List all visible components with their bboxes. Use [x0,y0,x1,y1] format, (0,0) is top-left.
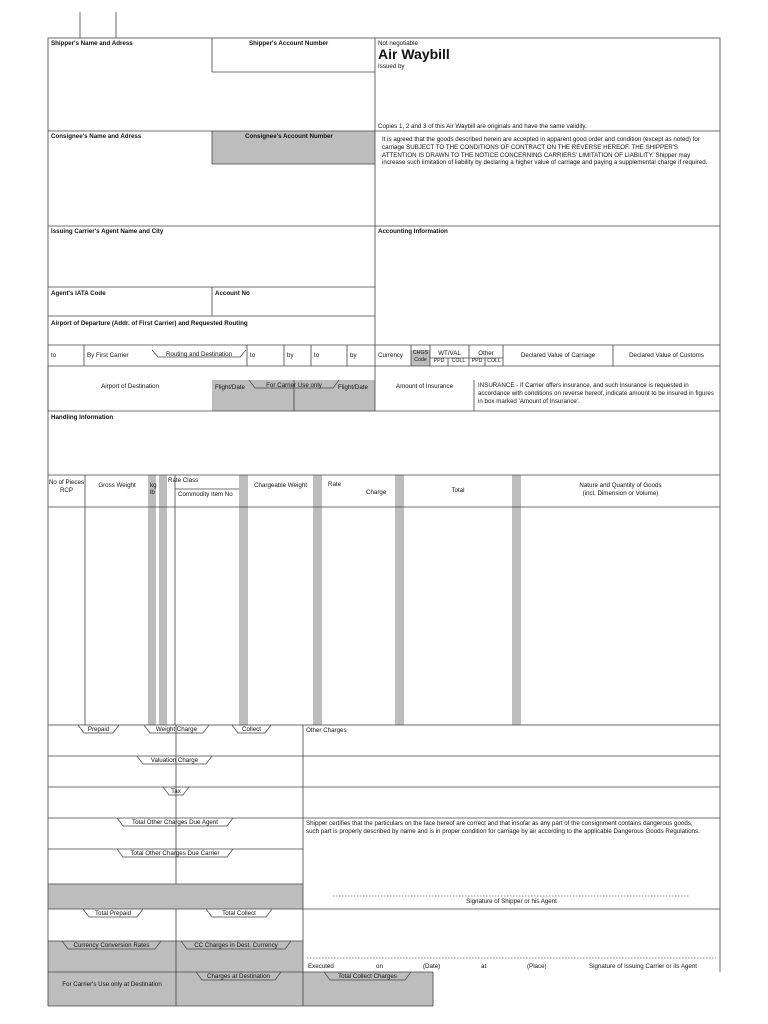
routing-to2-label: to [250,352,256,359]
wtval-coll-label: COLL [451,358,466,364]
kg-header: kg [150,482,157,489]
wtval-ppd-label: PPD [433,358,445,364]
executed-label: Executed [308,963,334,970]
lb-header: lb [150,489,155,496]
routing-by3-label: by [350,352,357,359]
flight-date-1-label: Flight/Date [215,384,245,391]
routing-to-label: to [51,352,57,359]
due-agent-tab: Total Other Charges Due Agent [132,819,218,826]
total-prepaid-tab: Total Prepaid [94,910,132,917]
consignee-name-label: Consignee's Name and Adress [51,133,142,140]
on-label: on [376,963,383,970]
wtval-label: WT/VAL [438,350,461,357]
weight-charge-tab: Weight Charge [155,726,198,733]
charge-header: Charge [366,489,387,496]
destination-airport-label: Airport of Destination [101,383,159,390]
tax-tab: Tax [171,788,181,795]
routing-by2-label: by [287,352,294,359]
shipper-certification: Shipper certifies that the particulars on the face hereof are correct and that insofar as any part of the consignment contains dangerous goods, such part is properly described by name and is in proper condition for carriage by air according to the applicable Dangerous Goods Regulations. [306,820,700,835]
declared-carriage-label: Declared Value of Carriage [520,352,596,359]
place-label: (Place) [527,963,547,970]
other-label: Other [478,350,494,357]
total-collect-charges-tab: Total Collect Charges [338,973,397,980]
flight-date-2-label: Flight/Date [338,384,368,391]
document-title: Air Waybill [378,46,450,62]
first-carrier-label: By First Carrier [87,352,129,359]
shipper-signature-label: Signature of Shipper or his Agent [466,898,557,905]
commodity-header: Commodity Item No [178,491,233,498]
currency-conversion-tab: Currency Conversion Rates [73,942,150,949]
nature-goods-header: Nature and Quantity of Goods [579,482,662,489]
collect-tab: Collect [242,726,261,733]
valuation-charge-tab: Valuation Charge [150,757,199,764]
pieces-header: No of Pieces RCP [48,479,85,494]
prepaid-tab: Prepaid [87,726,110,733]
issued-by-label: Issued by [378,63,405,70]
currency-label: Currency [378,352,404,359]
total-header: Total [451,487,465,494]
due-carrier-tab: Total Other Charges Due Carrier [130,850,220,857]
conditions-text: It is agreed that the goods described herein are accepted in apparent good order and condition (except as noted) for carriage SUBJECT TO THE CONDITIONS OF CONTRACT ON THE REVERSE HEREOF. THE SHIPPER'S ATTENTION IS DRAWN TO THE NOTICE CONCERNING CARRIERS' LIMITATION OF LIABILITY. Shipper may increase such limitation of liability by declaring a higher value of carriage and paying a supplemental charge if required. [382,136,708,167]
charges-destination-tab: Charges at Destination [207,973,270,980]
gross-weight-header: Gross Weight [98,482,136,489]
carrier-use-tab: For Carrier Use only [266,382,322,389]
other-charges-label: Other Charges [306,727,347,734]
agent-iata-label: Agent's IATA Code [51,290,106,297]
shipper-account-label: Shipper's Account Number [249,40,329,47]
handling-info-label: Handling Information [51,414,114,421]
chgs-code-label: CHGS Code [412,350,429,363]
account-no-label: Account No [215,290,250,297]
total-collect-tab: Total Collect [222,910,256,917]
other-coll-label: COLL [487,358,501,364]
departure-label: Airport of Departure (Addr. of First Carrier) and Requested Routing [51,320,248,327]
chargeable-weight-header: Chargeable Weight [254,482,307,489]
at-label: at [481,963,487,970]
amount-insurance-label: Amount of Insurance [395,383,454,390]
shipper-name-label: Shipper's Name and Adress [51,40,133,47]
rate-class-header: Rate Class [168,477,199,484]
rate-header: Rate [328,481,342,488]
declared-customs-label: Declared Value of Customs [629,352,704,359]
carrier-use-destination-label: For Carrier's Use only at Destination [62,981,162,988]
date-label: (Date) [423,963,441,970]
accounting-info-label: Accounting Information [378,228,448,235]
cc-charges-tab: CC Charges in Dest. Currency [194,942,278,949]
agent-name-city-label: Issuing Carrier's Agent Name and City [51,228,164,235]
consignee-account-label: Consignee's Account Number [245,133,333,140]
copies-note: Copies 1, 2 and 3 of this Air Waybill are originals and have the same validity. [378,123,587,130]
carrier-signature-label: Signature of Issuing Carrier or its Agent [589,963,697,970]
not-negotiable-label: Not negotiable [378,40,418,47]
insurance-text: INSURANCE - If Carrier offers insurance, and such insurance is requested in accordance with conditions on reverse hereof, indicate amount to be insured in figures in box marked 'Amount of Insurance'. [478,382,714,405]
nature-goods-subheader: (incl. Dimension or Volume) [582,490,659,497]
routing-to3-label: to [314,352,320,359]
routing-destination-tab: Routing and Destination [165,351,233,358]
other-ppd-label: PPD [471,358,483,364]
